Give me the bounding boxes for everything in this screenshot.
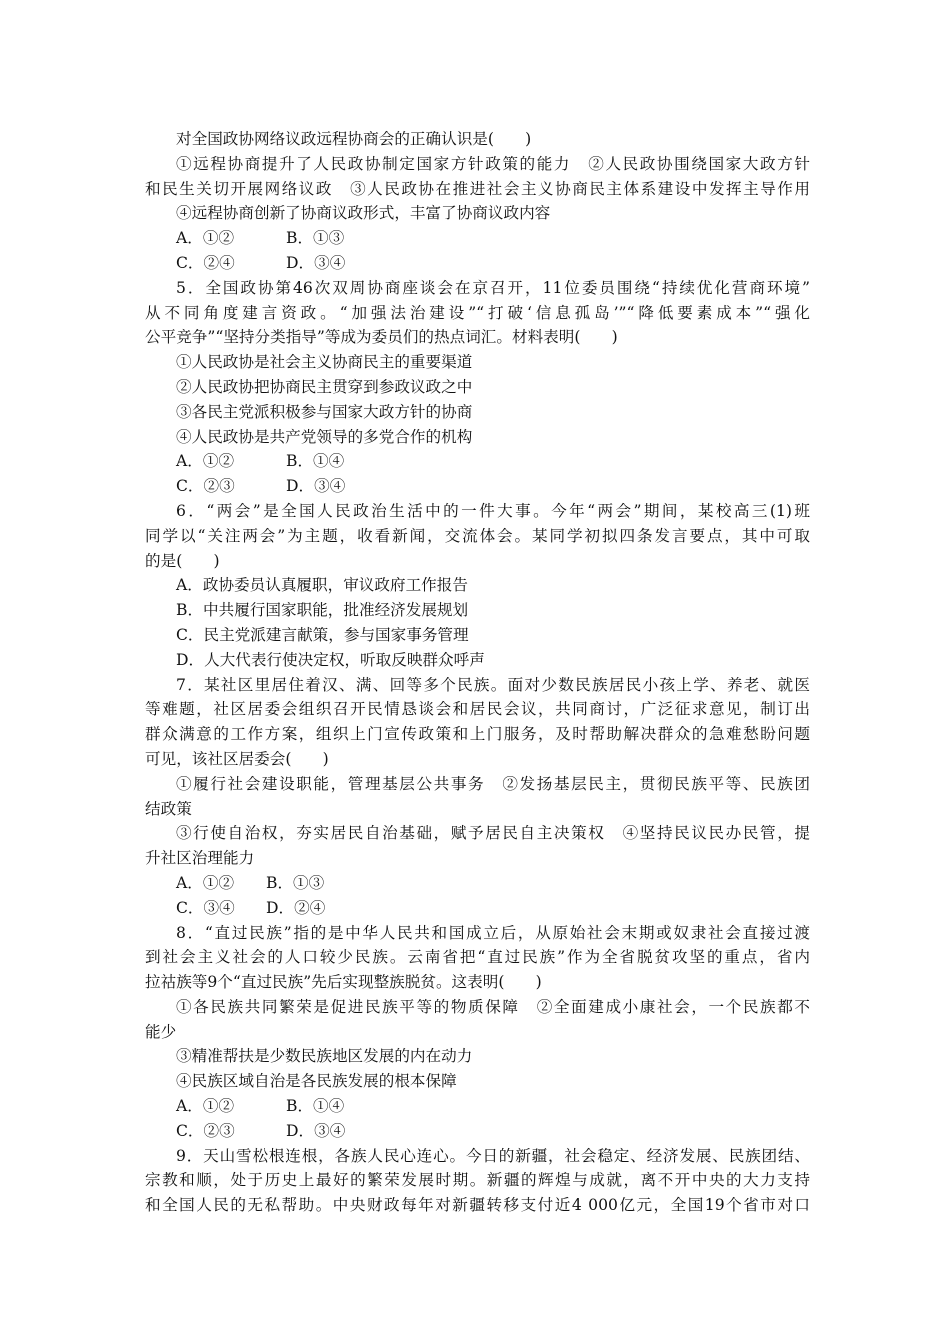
q6-stem-line-1: 6．“两会”是全国人民政治生活中的一件大事。今年“两会”期间，某校高三(1)班 <box>176 501 810 520</box>
q6-option-d: D．人大代表行使决定权，听取反映群众呼声 <box>176 650 485 669</box>
q7-statement-1-2: ①履行社会建设职能，管理基层公共事务 ②发扬基层民主，贯彻民族平等、民族团 <box>176 774 810 793</box>
q9-stem-line-3: 和全国人民的无私帮助。中央财政每年对新疆转移支付近4 000亿元，全国19个省市对口 <box>145 1196 810 1215</box>
q5-options-row-2 <box>145 474 810 499</box>
q5-stem-line-2: 从不同角度建言资政。“加强法治建设”“打破‘信息孤岛’”“降低要素成本”“强化 <box>145 303 810 322</box>
q9-stem-line-1: 9．天山雪松根连根，各族人民心连心。今日的新疆，社会稳定、经济发展、民族团结、 <box>176 1146 810 1165</box>
q4-statement-2-3: 和民生关切开展网络议政 ③人民政协在推进社会主义协商民主体系建设中发挥主导作用 <box>145 179 810 198</box>
q7-option-d: D．②④ <box>266 898 326 917</box>
q7-option-a: A．①② <box>176 873 235 892</box>
q5-statement-3: ③各民主党派积极参与国家大政方针的协商 <box>176 402 473 421</box>
q4-stem: 对全国政协网络议政远程协商会的正确认识是( ) <box>176 130 532 148</box>
q8-statement-4: ④民族区域自治是各民族发展的根本保障 <box>176 1072 457 1091</box>
q6-stem-line-3: 的是( ) <box>145 551 220 570</box>
q8-options-row-2 <box>145 1119 810 1144</box>
q5-stem-line-1: 5．全国政协第46次双周协商座谈会在京召开，11位委员围绕“持续优化营商环境” <box>176 278 810 297</box>
q7-stem-line-1: 7．某社区里居住着汉、满、回等多个民族。面对少数民族居民小孩上学、养老、就医 <box>176 675 810 694</box>
q7-statement-3-4: ③行使自治权，夯实居民自治基础，赋予居民自主决策权 ④坚持民议民办民管，提 <box>176 824 810 843</box>
q8-statement-1-2: ①各民族共同繁荣是促进民族平等的物质保障 ②全面建成小康社会，一个民族都不 <box>176 997 810 1016</box>
q7-stem-line-3: 群众满意的工作方案，组织上门宣传政策和上门服务，及时帮助解决群众的急难愁盼问题 <box>145 725 810 744</box>
q9-stem-line-2: 宗教和顺，处于历史上最好的繁荣发展时期。新疆的辉煌与成就，离不开中央的大力支持 <box>145 1171 810 1190</box>
q8-option-c: C．②③ <box>176 1121 235 1140</box>
q7-options-row-1 <box>145 871 810 896</box>
q4-options-row-2 <box>145 251 810 276</box>
q5-option-c: C．②③ <box>176 477 235 496</box>
q5-option-d: D．③④ <box>286 477 346 496</box>
q5-option-b: B．①④ <box>286 452 345 471</box>
q4-option-b: B．①③ <box>286 229 345 248</box>
q8-statement-3: ③精准帮扶是少数民族地区发展的内在动力 <box>176 1047 473 1066</box>
q5-statement-2: ②人民政协把协商民主贯穿到参政议政之中 <box>176 377 473 396</box>
q7-stem-line-2: 等难题，社区居委会组织召开民情恳谈会和居民会议，共同商讨，广泛征求意见，制订出 <box>145 700 810 719</box>
q4-statement-4: ④远程协商创新了协商议政形式，丰富了协商议政内容 <box>176 204 551 223</box>
q6-option-a: A．政协委员认真履职，审议政府工作报告 <box>176 576 468 595</box>
q4-options-row-1 <box>145 226 810 251</box>
q5-stem-line-3: 公平竞争”“坚持分类指导”等成为委员们的热点词汇。材料表明( ) <box>145 328 618 347</box>
q4-option-a: A．①② <box>176 229 235 248</box>
q7-statement-4-cont: 升社区治理能力 <box>145 849 255 868</box>
q5-options-row-1 <box>145 449 810 474</box>
q6-option-b: B．中共履行国家职能，批准经济发展规划 <box>176 601 469 620</box>
q8-stem-line-1: 8．“直过民族”指的是中华人民共和国成立后，从原始社会末期或奴隶社会直接过渡 <box>176 923 810 942</box>
q5-statement-4: ④人民政协是共产党领导的多党合作的机构 <box>176 427 473 446</box>
q8-stem-line-3: 拉祜族等9个“直过民族”先后实现整族脱贫。这表明( ) <box>145 973 542 992</box>
q7-options-row-2 <box>145 896 810 921</box>
document-page <box>145 127 810 1218</box>
q7-stem-line-4: 可见，该社区居委会( ) <box>145 749 329 768</box>
q8-options-row-1 <box>145 1094 810 1119</box>
q7-option-b: B．①③ <box>266 873 325 892</box>
q4-statement-1-2: ①远程协商提升了人民政协制定国家方针政策的能力 ②人民政协围绕国家大政方针 <box>176 154 810 173</box>
q8-option-a: A．①② <box>176 1097 235 1116</box>
q8-statement-2-cont: 能少 <box>145 1022 177 1041</box>
q5-statement-1: ①人民政协是社会主义协商民主的重要渠道 <box>176 353 473 372</box>
q8-option-b: B．①④ <box>286 1097 345 1116</box>
q8-stem-line-2: 到社会主义社会的人口较少民族。云南省把“直过民族”作为全省脱贫攻坚的重点，省内 <box>145 948 810 967</box>
q7-option-c: C．③④ <box>176 898 235 917</box>
q6-stem-line-2: 同学以“关注两会”为主题，收看新闻，交流体会。某同学初拟四条发言要点，其中可取 <box>145 526 810 545</box>
q7-statement-2-cont: 结政策 <box>145 799 192 818</box>
q6-option-c: C．民主党派建言献策，参与国家事务管理 <box>176 625 469 644</box>
q4-option-d: D．③④ <box>286 253 346 272</box>
q8-option-d: D．③④ <box>286 1121 346 1140</box>
q5-option-a: A．①② <box>176 452 235 471</box>
q4-option-c: C．②④ <box>176 253 235 272</box>
